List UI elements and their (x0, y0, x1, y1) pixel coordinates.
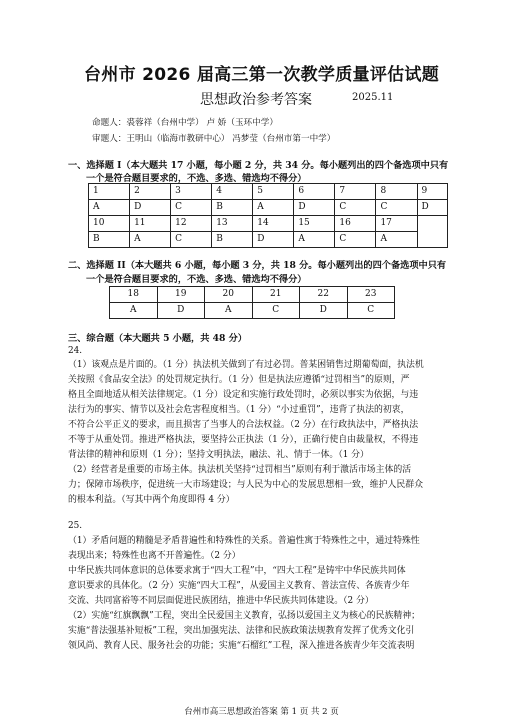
table-row (89, 184, 448, 200)
date-label: 2025.11 (352, 92, 394, 103)
table-cell: 13 (212, 216, 253, 232)
table-cell: 22 (300, 287, 348, 303)
table-cell: 6 (294, 184, 335, 200)
table-cell: B (89, 232, 130, 248)
section2-heading-line1: 二、选择题 II（本大题共 6 小题，每小题 3 分，共 18 分。每小题列出的四个备选项中只有 (68, 260, 447, 271)
section1-answer-table (88, 183, 448, 248)
table-cell: 21 (252, 287, 300, 303)
q25-line: 领风尚、教育人民、服务社会的功能；实施“石榴红”工程，深入推进各族青少年交流表明 (68, 641, 415, 651)
table-cell: 23 (347, 287, 395, 303)
table-cell: D (417, 200, 448, 216)
q25-line: 意识要求的具体化。（2 分）实施“四大工程”，从爱国主义教育、普法宣传、各族青少年 (68, 581, 410, 591)
table-cell: A (205, 303, 253, 319)
q25-line: 交流、共同富裕等不同层面促进民族团结，推进中华民族共同体建设。（2 分） (68, 596, 374, 606)
q25-line: 表现出来；特殊性也离不开普遍性。（2 分） (68, 551, 241, 561)
table-cell: C (347, 303, 395, 319)
table-cell: 19 (157, 287, 205, 303)
page-subtitle: 思想政治参考答案 (200, 92, 312, 108)
table-cell-empty (417, 216, 448, 248)
table-cell: 17 (376, 216, 417, 232)
table-cell: 15 (294, 216, 335, 232)
table-cell: C (171, 200, 212, 216)
table-cell: 9 (417, 184, 448, 200)
section1-heading-line2: 一个是符合题目要求的，不选、多选、错选均不得分） (86, 173, 307, 184)
q24-line: 格且全面地适从相关法律规定。（1 分）设定和实施行政处罚时，必须以事实为依据，与违 (68, 390, 419, 400)
table-cell: A (89, 200, 130, 216)
author-line-setters: 命题人：裘蓉祥（台州中学） 卢 娇（玉环中学） (92, 118, 278, 128)
q24-line: 法行为的事实、情节以及社会危害程度相当。（1 分）“小过重罚”，违背了执法的初衷， (68, 405, 410, 415)
table-row (89, 200, 448, 216)
table-cell: 16 (335, 216, 376, 232)
q25-line: （1）矛盾问题的精髓是矛盾普遍性和特殊性的关系。普遍性寓于特殊性之中，通过特殊性 (68, 536, 420, 546)
table-cell: C (252, 303, 300, 319)
table-row (110, 287, 395, 303)
q24-line: 不等于从重处罚。推进严格执法，要坚持公正执法（1 分），正确行使自由裁量权，不得违 (68, 435, 419, 445)
table-cell: 5 (253, 184, 294, 200)
section2-heading-line2: 一个是符合题目要求的，不选、多选、错选均不得分） (86, 274, 307, 285)
table-cell: D (253, 232, 294, 248)
q24-line: 力；保障市场秩序，促进统一大市场建设；与人民为中心的发展思想相一致，维护人民群众 (68, 480, 423, 490)
table-cell: 8 (376, 184, 417, 200)
q24-line: 不符合公平正义的要求，而且损害了当事人的合法权益。（2 分）在行政执法中，严格执法 (68, 420, 419, 430)
section2-answer-table (109, 286, 395, 319)
q24-line: （1）该观点是片面的。（1 分）执法机关做到了有过必罚。普某困销售过期葡萄面，执法机 (68, 360, 424, 370)
table-cell: A (110, 303, 158, 319)
table-cell: 11 (130, 216, 171, 232)
table-cell: A (130, 232, 171, 248)
q25-line: 实施“普法强基补短板”工程，突出加强宪法、法律和民族政策法规教育发挥了优秀文化引 (68, 626, 415, 636)
table-cell: 20 (205, 287, 253, 303)
table-cell: 4 (212, 184, 253, 200)
table-cell: C (335, 200, 376, 216)
table-cell: A (294, 232, 335, 248)
table-cell: B (212, 232, 253, 248)
question-25-number: 25. (68, 521, 83, 531)
section1-heading-line1: 一、选择题 I（本大题共 17 小题，每小题 2 分，共 34 分。每小题列出的四个备选项中只有 (68, 160, 449, 171)
table-cell: 14 (253, 216, 294, 232)
table-cell: D (157, 303, 205, 319)
q25-line: （2）实施“红旗飘飘”工程，突出全民爱国主义教育，弘扬以爱国主义为核心的民族精神； (68, 611, 420, 621)
table-cell: C (335, 232, 376, 248)
table-cell: 3 (171, 184, 212, 200)
page-footer: 台州市高三思想政治答案 第 1 页 共 2 页 (184, 707, 339, 717)
question-24-number: 24. (68, 346, 83, 356)
section3-heading: 三、综合题（本大题共 5 小题，共 48 分） (68, 333, 247, 344)
q24-line: 关按照《食品安全法》的处罚规定执行。（1 分）但是执法应遵循“过罚相当”的原则，严 (68, 375, 410, 385)
table-cell: A (376, 232, 417, 248)
table-cell: A (253, 200, 294, 216)
table-cell: C (376, 200, 417, 216)
table-cell: 18 (110, 287, 158, 303)
table-row (110, 303, 395, 319)
table-cell: 2 (130, 184, 171, 200)
q24-line: （2）经营者是重要的市场主体。执法机关坚持“过罚相当”原则有利于激活市场主体的活 (68, 465, 412, 475)
subtitle-row (0, 89, 523, 109)
page-title: 台州市 2026 届高三第一次教学质量评估试题 (83, 65, 440, 85)
q24-line: 的根本利益。（写其中两个角度即得 4 分） (68, 495, 235, 505)
table-cell: D (130, 200, 171, 216)
author-line-reviewers: 审题人：王明山（临海市教研中心） 冯梦莹（台州市第一中学） (92, 134, 336, 144)
table-cell: 1 (89, 184, 130, 200)
q25-line: 中华民族共同体意识的总体要求寓于“四大工程”中，“四大工程”是铸牢中华民族共同体 (68, 566, 406, 576)
table-row (89, 216, 448, 232)
table-cell: D (294, 200, 335, 216)
table-cell: 10 (89, 216, 130, 232)
table-cell: B (212, 200, 253, 216)
q24-line: 背法律的精神和原则（1 分）；坚持文明执法，融法、礼、情于一体。（1 分） (68, 450, 369, 460)
table-row (89, 232, 448, 248)
table-cell: C (171, 232, 212, 248)
table-cell: 12 (171, 216, 212, 232)
table-cell: D (300, 303, 348, 319)
table-cell: 7 (335, 184, 376, 200)
